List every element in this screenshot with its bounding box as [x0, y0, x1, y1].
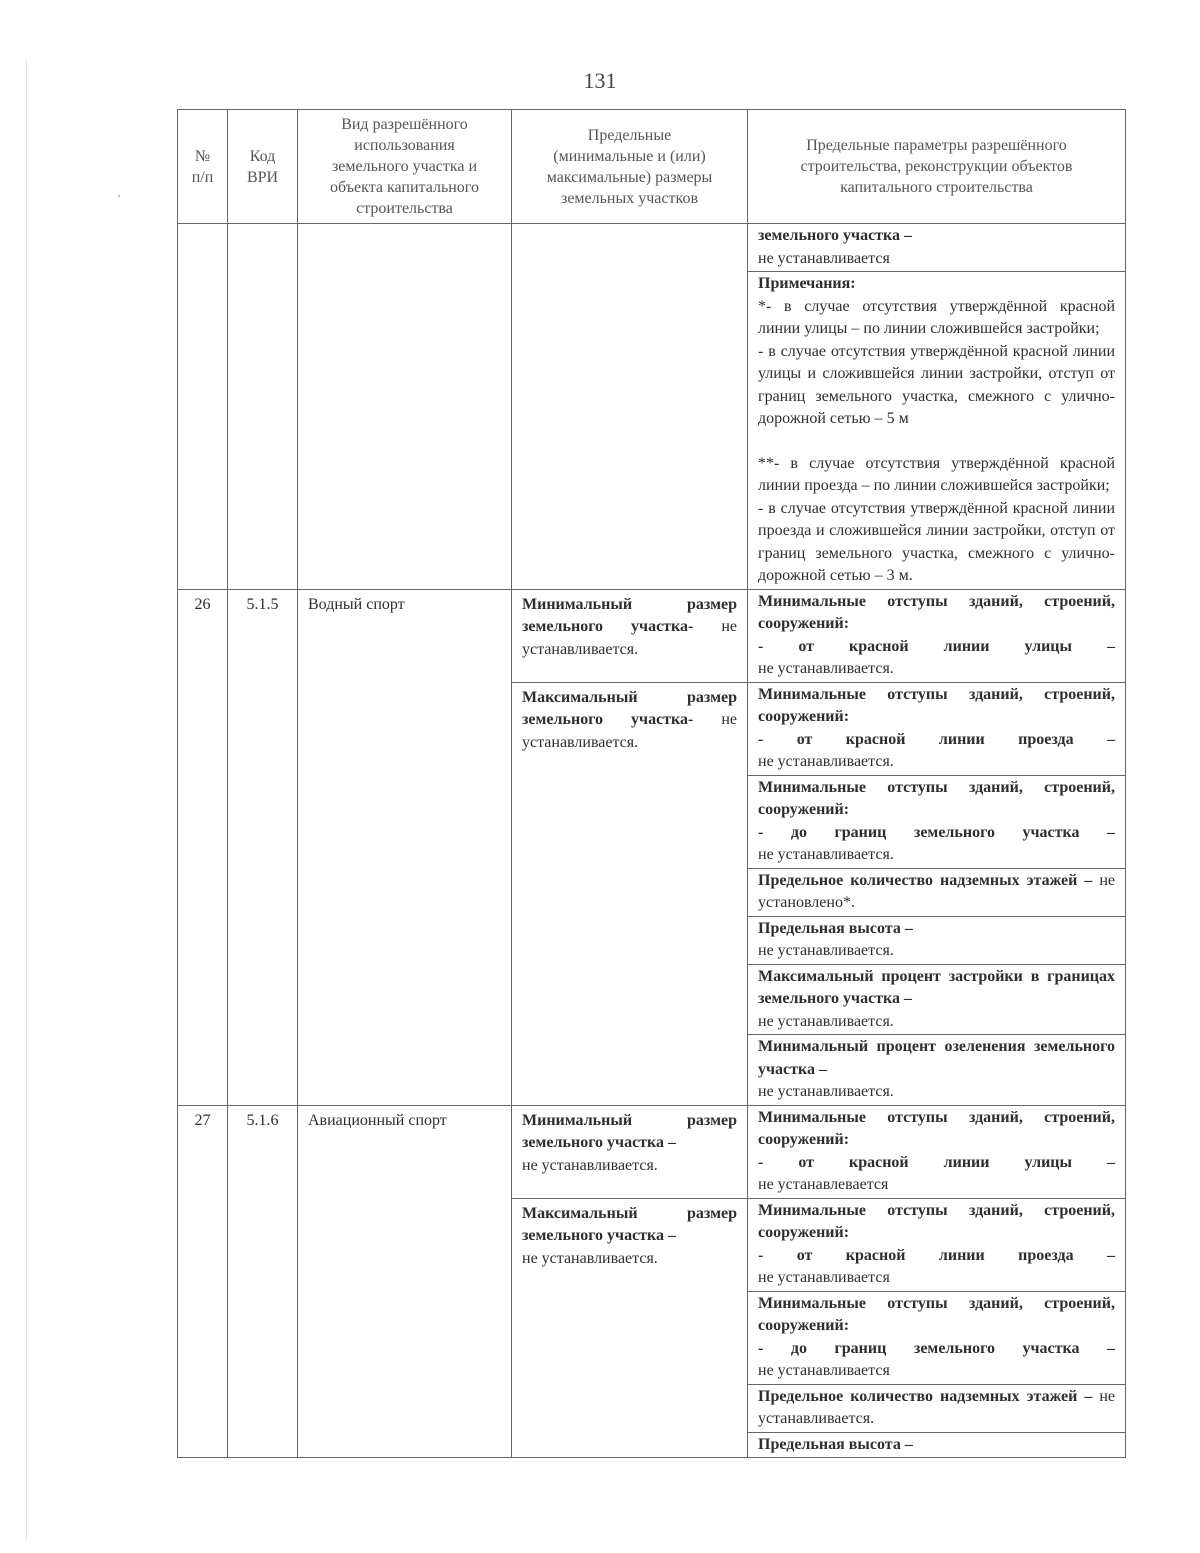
- param-cell: Минимальные отступы зданий, строений, сооружений: - от красной линии улицы – не устанавлевается: [748, 1105, 1126, 1198]
- param-cell: Минимальные отступы зданий, строений, сооружений: - до границ земельного участка – не устанавливается: [748, 1291, 1126, 1384]
- header-build-params: Предельные параметры разрешённого строительства, реконструкции объектов капитального строительства: [748, 110, 1126, 224]
- table-row-26: [178, 589, 1126, 682]
- param-cell: Предельное количество надземных этажей – не устанавливается.: [748, 1384, 1126, 1432]
- param-cell: Минимальный процент озеленения земельного участка – не устанавливается.: [748, 1035, 1126, 1106]
- param-cell: Минимальные отступы зданий, строений, сооружений: - от красной линии улицы – не устанавливается.: [748, 589, 1126, 682]
- row-number: 27: [178, 1105, 228, 1458]
- cell-empty: [512, 224, 748, 590]
- scan-margin-line: [26, 60, 27, 1540]
- note-item: **- в случае отсутствия утверждённой красной линии проезда – по линии сложившейся застройки;: [758, 454, 1115, 494]
- note-item: - в случае отсутствия утверждённой красной линии проезда и сложившейся линии застройки, отступ от границ земельного участка, смежного с улично-дорожной сетью – 3 м.: [758, 499, 1115, 584]
- cell-empty: [178, 224, 228, 590]
- row-code: 5.1.6: [228, 1105, 298, 1458]
- scan-speck: [118, 195, 120, 197]
- table-header-row: [178, 110, 1126, 224]
- cell-empty: [228, 224, 298, 590]
- page-number: 131: [583, 68, 617, 93]
- row-number: 26: [178, 589, 228, 1105]
- table-row-27: [178, 1105, 1126, 1198]
- max-size-cell: Максимальный размер земельного участка- не устанавливается.: [512, 682, 748, 1105]
- param-cell: Предельное количество надземных этажей – не установлено*.: [748, 868, 1126, 916]
- param-cell: Предельная высота –: [748, 1432, 1126, 1458]
- param-cell: Минимальные отступы зданий, строений, сооружений: - до границ земельного участка – не устанавливается.: [748, 775, 1126, 868]
- table-row-continuation: [178, 224, 1126, 272]
- param-cell: Максимальный процент застройки в границах земельного участка – не устанавливается.: [748, 964, 1126, 1035]
- row-use-name: Водный спорт: [298, 589, 512, 1105]
- notes-title: Примечания:: [758, 275, 856, 292]
- param-cell: земельного участка – не устанавливается: [748, 224, 1126, 272]
- param-cell: Минимальные отступы зданий, строений, сооружений: - от красной линии проезда – не устанавливается: [748, 1198, 1126, 1291]
- max-size-cell: Максимальный размер земельного участка – не устанавливается.: [512, 1198, 748, 1458]
- header-code: Код ВРИ: [228, 110, 298, 224]
- header-plot-size: Предельные (минимальные и (или) максимальные) размеры земельных участков: [512, 110, 748, 224]
- header-number: № п/п: [178, 110, 228, 224]
- param-cell: Предельная высота – не устанавливается.: [748, 916, 1126, 964]
- param-cell: Минимальные отступы зданий, строений, сооружений: - от красной линии проезда – не устанавливается.: [748, 682, 1126, 775]
- min-size-cell: Минимальный размер земельного участка – не устанавливается.: [512, 1105, 748, 1198]
- regulations-table: [177, 109, 1126, 1458]
- cell-empty: [298, 224, 512, 590]
- notes-cell: [748, 272, 1126, 590]
- header-use-type: Вид разрешённого использования земельного участка и объекта капитального строительства: [298, 110, 512, 224]
- row-use-name: Авиационный спорт: [298, 1105, 512, 1458]
- row-code: 5.1.5: [228, 589, 298, 1105]
- min-size-cell: Минимальный размер земельного участка- не устанавливается.: [512, 589, 748, 682]
- note-item: - в случае отсутствия утверждённой красной линии улицы и сложившейся линии застройки, отступ от границ земельного участка, смежного с улично-дорожной сетью – 5 м: [758, 342, 1115, 427]
- note-item: *- в случае отсутствия утверждённой красной линии улицы – по линии сложившейся застройки;: [758, 297, 1115, 337]
